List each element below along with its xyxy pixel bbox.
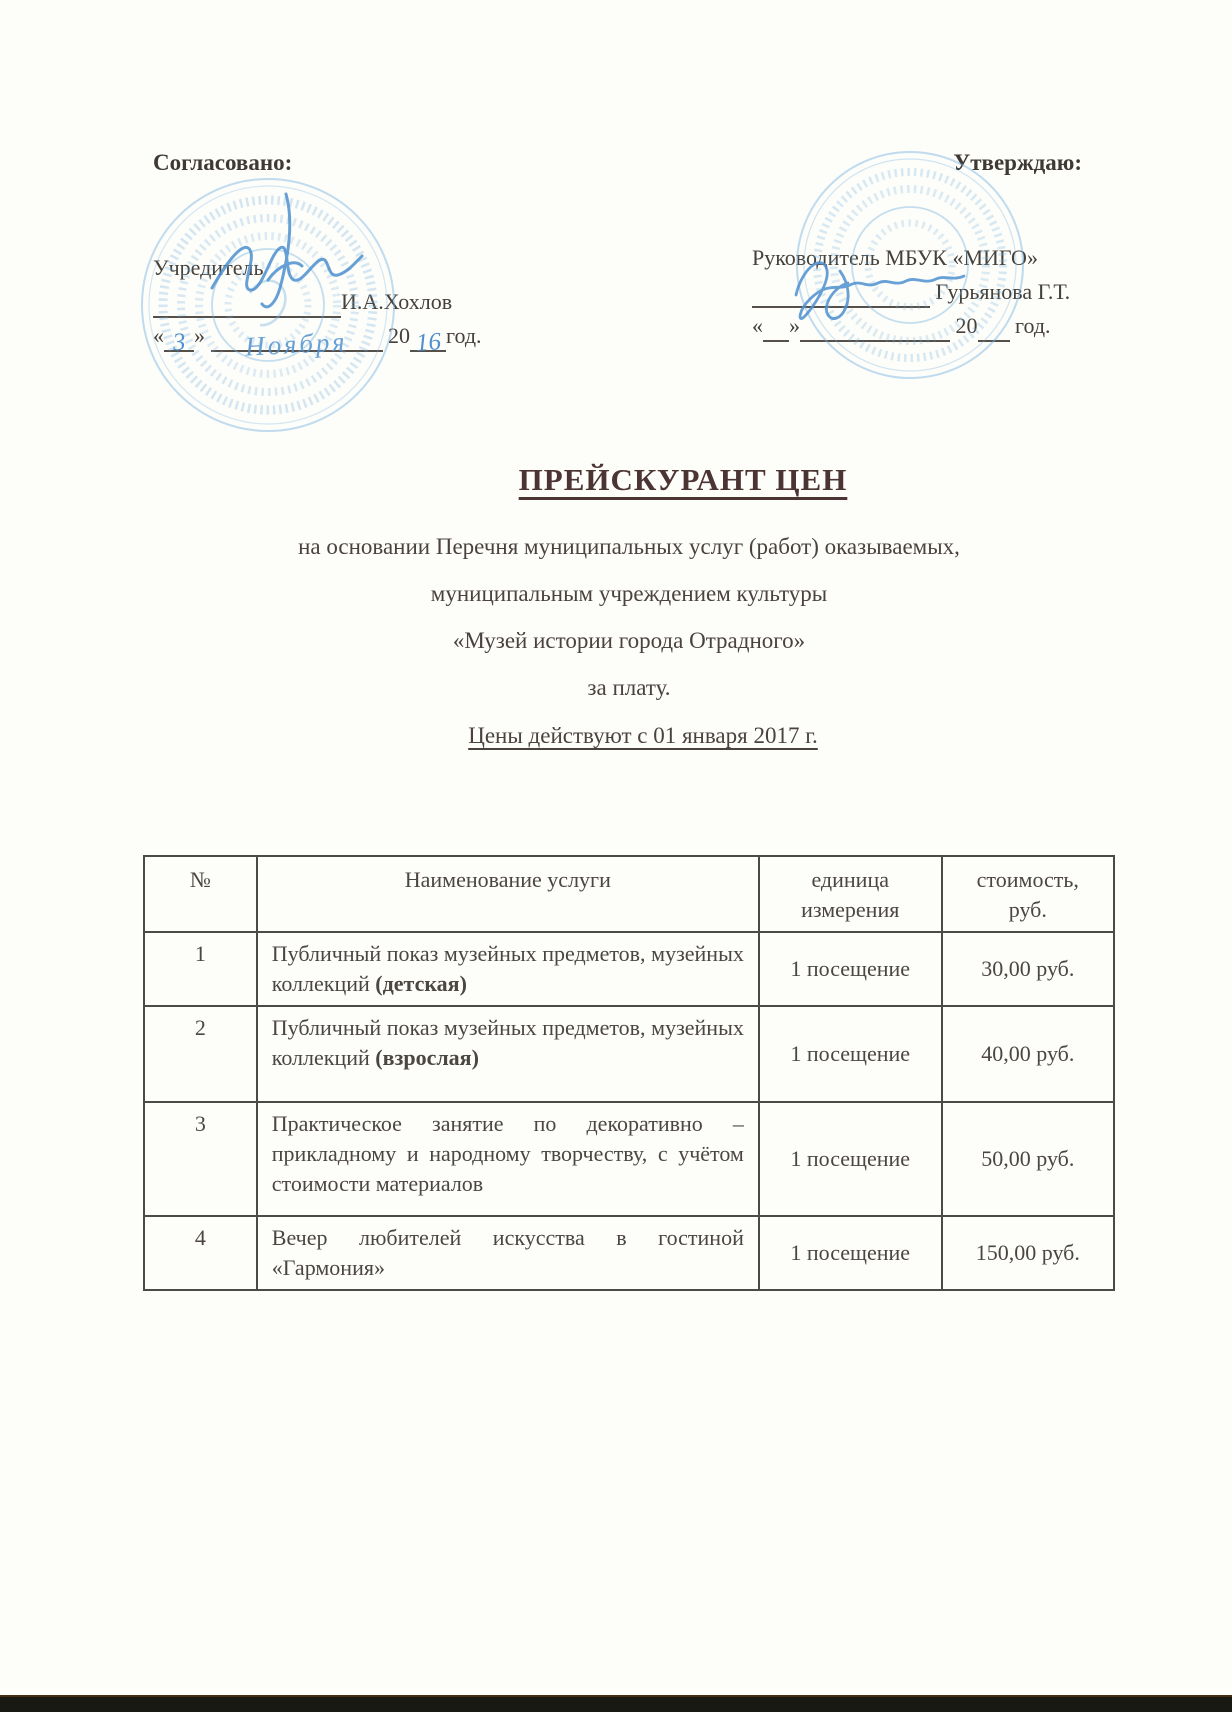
director-role-label: Руководитель МБУК «МИГО» bbox=[752, 245, 1038, 270]
year-prefix: 20 bbox=[955, 313, 978, 338]
row-number: 4 bbox=[144, 1216, 257, 1290]
service-bold-part: (детская) bbox=[375, 971, 467, 996]
founder-name: И.А.Хохлов bbox=[341, 289, 453, 314]
price-cell: 40,00 руб. bbox=[942, 1006, 1114, 1102]
service-text: Практическое занятие по декоративно – прикладному и народному творчеству, с учётом стоимости материалов bbox=[271, 1111, 744, 1196]
year-word: год. bbox=[1015, 313, 1051, 338]
quote-close: » bbox=[789, 313, 800, 338]
service-bold-part: (взрослая) bbox=[375, 1045, 479, 1070]
unit-cell: 1 посещение bbox=[759, 1102, 942, 1216]
price-table bbox=[143, 855, 1115, 1291]
table-header-row bbox=[144, 856, 1114, 932]
page-title: ПРЕЙСКУРАНТ ЦЕН bbox=[518, 462, 848, 497]
handwritten-month: Ноября bbox=[244, 326, 349, 362]
founder-role-label: Учредитель bbox=[153, 255, 264, 280]
unit-cell: 1 посещение bbox=[759, 1006, 942, 1102]
unit-cell: 1 посещение bbox=[759, 932, 942, 1006]
director-name: Гурьянова Г.Т. bbox=[935, 279, 1071, 304]
row-number: 1 bbox=[144, 932, 257, 1006]
founder-date-line bbox=[153, 319, 493, 362]
scan-edge-bar bbox=[0, 1695, 1232, 1712]
price-cell: 150,00 руб. bbox=[942, 1216, 1114, 1290]
intro-line-4: за плату. bbox=[587, 675, 671, 700]
year-blank bbox=[978, 316, 1010, 342]
col-header-service: Наименование услуги bbox=[257, 856, 759, 932]
service-text: Вечер любителей искусства в гостиной «Гармония» bbox=[271, 1225, 744, 1280]
month-blank bbox=[211, 326, 383, 362]
service-text: Публичный показ музейных предметов, музейных коллекций bbox=[271, 941, 744, 996]
year-word: год. bbox=[446, 323, 482, 348]
row-number: 2 bbox=[144, 1006, 257, 1102]
approved-heading: Утверждаю: bbox=[953, 150, 1082, 175]
col-header-unit: единица измерения bbox=[759, 856, 942, 932]
agreed-heading: Согласовано: bbox=[153, 150, 293, 175]
founder-signature-line bbox=[153, 285, 493, 318]
service-name bbox=[257, 1006, 759, 1102]
col-header-num: № bbox=[144, 856, 257, 932]
col-header-price: стоимость, руб. bbox=[942, 856, 1114, 932]
document-body bbox=[143, 462, 1115, 749]
day-blank bbox=[763, 316, 789, 342]
price-cell: 50,00 руб. bbox=[942, 1102, 1114, 1216]
signature-blank-line bbox=[752, 282, 930, 308]
director-signature-line bbox=[752, 275, 1082, 308]
unit-cell: 1 посещение bbox=[759, 1216, 942, 1290]
day-blank bbox=[164, 326, 194, 357]
table-row bbox=[144, 1102, 1114, 1216]
signature-blank-line bbox=[153, 292, 341, 318]
quote-open: « bbox=[752, 313, 763, 338]
approval-left-block bbox=[153, 146, 493, 362]
month-blank bbox=[800, 316, 950, 342]
service-name bbox=[257, 1216, 759, 1290]
quote-close: » bbox=[194, 323, 205, 348]
quote-open: « bbox=[153, 323, 164, 348]
price-cell: 30,00 руб. bbox=[942, 932, 1114, 1006]
service-text: Публичный показ музейных предметов, музейных коллекций bbox=[271, 1015, 744, 1070]
year-prefix: 20 bbox=[388, 323, 410, 348]
table-row bbox=[144, 1006, 1114, 1102]
effective-date-line: Цены действуют с 01 января 2017 г. bbox=[468, 723, 818, 748]
handwritten-day: 3 bbox=[171, 328, 187, 357]
intro-line-3: «Музей истории города Отрадного» bbox=[452, 628, 806, 653]
table-row bbox=[144, 1216, 1114, 1290]
approval-right-block bbox=[752, 146, 1082, 342]
table-row bbox=[144, 932, 1114, 1006]
service-name bbox=[257, 1102, 759, 1216]
service-name bbox=[257, 932, 759, 1006]
director-date-line bbox=[752, 309, 1082, 342]
row-number: 3 bbox=[144, 1102, 257, 1216]
intro-line-2: муниципальным учреждением культуры bbox=[430, 581, 828, 606]
year-blank bbox=[410, 326, 446, 357]
intro-line-1: на основании Перечня муниципальных услуг (работ) оказываемых, bbox=[298, 534, 960, 559]
handwritten-year: 16 bbox=[414, 328, 442, 357]
